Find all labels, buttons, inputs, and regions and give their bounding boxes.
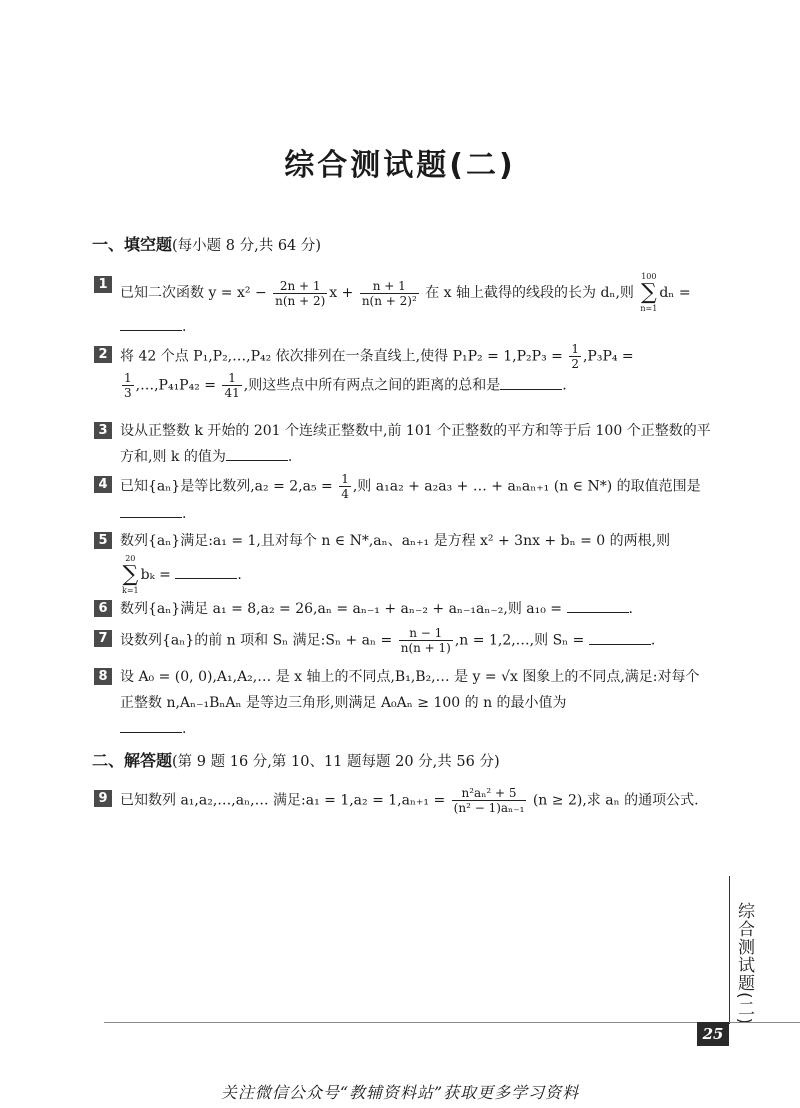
fraction-numerator: 1 xyxy=(571,342,579,356)
problem-text: . xyxy=(562,377,567,394)
answer-blank xyxy=(500,375,562,390)
fraction-denominator: n(n + 2) xyxy=(275,293,326,308)
fraction xyxy=(569,342,581,371)
fraction-denominator: 3 xyxy=(124,386,132,400)
sum-upper: 100 xyxy=(641,272,657,281)
fraction-denominator: (n² − 1)aₙ₋₁ xyxy=(453,801,525,815)
fraction-numerator: 1 xyxy=(124,371,132,385)
problem-text: . xyxy=(182,319,187,335)
problem-number: 2 xyxy=(94,346,112,363)
fraction xyxy=(399,626,453,655)
problem-number: 7 xyxy=(94,630,112,647)
problem-8 xyxy=(94,664,712,742)
problem-text: ,n = 1,2,…,则 Sₙ = xyxy=(454,632,585,649)
problem-7 xyxy=(94,626,712,655)
answer-blank xyxy=(175,564,237,579)
fraction xyxy=(360,279,419,308)
answer-blank xyxy=(120,503,182,518)
fraction-numerator: n + 1 xyxy=(360,279,419,294)
problem-text: . xyxy=(287,449,293,465)
fraction-denominator: 41 xyxy=(224,386,240,400)
answer-blank xyxy=(120,718,182,733)
problem-text: ,则这些点中所有两点之间的距离的总和是 xyxy=(243,377,501,394)
answer-blank xyxy=(120,316,182,331)
fraction xyxy=(273,279,327,308)
fraction xyxy=(222,371,241,400)
problem-number: 9 xyxy=(94,790,112,807)
problem-text: 已知二次函数 y = x² − xyxy=(120,285,272,301)
fraction-numerator: n − 1 xyxy=(399,626,453,641)
fraction-denominator: 2 xyxy=(571,357,579,371)
problem-5 xyxy=(94,528,712,596)
problem-text: 设数列{aₙ}的前 n 项和 Sₙ 满足:Sₙ + aₙ = xyxy=(120,632,397,649)
problem-text: ,P₃P₄ = xyxy=(582,348,634,365)
fraction xyxy=(122,371,134,400)
problem-text: x + xyxy=(329,285,358,301)
problem-text: 数列{aₙ}满足:a₁ = 1,且对每个 n ∈ N*,aₙ、aₙ₊₁ 是方程 x² + 3nx + bₙ = 0 的两根,则 xyxy=(120,533,671,549)
problem-text: ,则 a₁a₂ + a₂a₃ + … + aₙaₙ₊₁ (n ∈ N*) 的取值范围是 xyxy=(352,478,701,495)
problem-6 xyxy=(94,596,712,622)
fraction xyxy=(452,786,527,815)
problem-2 xyxy=(94,342,712,400)
problem-number: 6 xyxy=(94,600,112,617)
section-heading-fill-in xyxy=(92,232,321,255)
sum-lower: n=1 xyxy=(640,304,658,313)
fraction-denominator: n(n + 2)² xyxy=(361,293,417,308)
problem-number: 3 xyxy=(94,422,112,439)
problem-text: ,…,P₄₁P₄₂ = xyxy=(135,377,221,394)
problem-9 xyxy=(94,786,712,815)
fraction xyxy=(339,472,351,501)
problem-text: bₖ = xyxy=(140,567,171,583)
problem-text: 已知数列 a₁,a₂,…,aₙ,… 满足:a₁ = 1,a₂ = 1,aₙ₊₁ = xyxy=(120,792,450,809)
problem-text: . xyxy=(182,506,187,522)
sum-lower: k=1 xyxy=(122,586,139,595)
page-title: 综合测试题(二) xyxy=(284,148,516,183)
summation xyxy=(122,554,139,596)
problem-number: 1 xyxy=(94,276,112,293)
problem-text: 设 A₀ = (0, 0),A₁,A₂,… 是 x 轴上的不同点,B₁,B₂,… 是 y = √x 图象上的不同点,满足:对每个正整数 n,Aₙ₋₁BₙAₙ 是等边三角形,则满足 A₀Aₙ ≥ 100 的 n 的最小值为 xyxy=(120,669,700,711)
problem-text: 将 42 个点 P₁,P₂,…,P₄₂ 依次排列在一条直线上,使得 P₁P₂ = 1,P₂P₃ = xyxy=(120,348,568,365)
problem-text: . xyxy=(650,632,656,649)
section-heading-solution xyxy=(92,748,500,771)
section-title: 一、填空题 xyxy=(92,235,173,254)
problem-text: . xyxy=(628,601,633,617)
fraction-numerator: 2n + 1 xyxy=(273,279,327,294)
answer-blank xyxy=(589,630,651,645)
section-note: (第 9 题 16 分,第 10、11 题每题 20 分,共 56 分) xyxy=(172,754,500,770)
problem-text: (n ≥ 2),求 aₙ 的通项公式. xyxy=(528,792,699,809)
problem-1 xyxy=(94,272,712,340)
problem-3 xyxy=(94,418,712,470)
problem-text: 在 x 轴上截得的线段的长为 dₙ,则 xyxy=(420,285,639,301)
problem-text: 已知{aₙ}是等比数列,a₂ = 2,a₅ = xyxy=(120,478,338,495)
fraction-denominator: 4 xyxy=(341,487,349,501)
problem-text: 设从正整数 k 开始的 201 个连续正整数中,前 101 个正整数的平方和等于后 100 个正整数的平方和,则 k 的值为 xyxy=(120,423,711,465)
sum-sign: ∑ xyxy=(122,562,139,587)
page-number: 25 xyxy=(697,1022,729,1046)
fraction-denominator: n(n + 1) xyxy=(400,641,451,655)
section-title: 二、解答题 xyxy=(92,751,173,770)
section-note: (每小题 8 分,共 64 分) xyxy=(172,238,322,254)
problem-number: 8 xyxy=(94,668,112,685)
sum-upper: 20 xyxy=(125,554,136,563)
summation xyxy=(640,272,657,314)
sum-sign: ∑ xyxy=(641,280,657,305)
fraction-numerator: n²aₙ² + 5 xyxy=(452,786,527,801)
problem-number: 4 xyxy=(94,476,112,493)
fraction-numerator: 1 xyxy=(341,472,349,486)
footer-note: 关注微信公众号“教辅资料站”获取更多学习资料 xyxy=(220,1083,580,1102)
problem-text: dₙ = xyxy=(659,285,691,301)
answer-blank xyxy=(226,446,288,461)
problem-text: . xyxy=(237,567,242,583)
footer-divider xyxy=(104,1022,800,1023)
problem-text: 数列{aₙ}满足 a₁ = 8,a₂ = 26,aₙ = aₙ₋₁ + aₙ₋₂ + aₙ₋₁aₙ₋₂,则 a₁₀ = xyxy=(120,601,563,617)
problem-number: 5 xyxy=(94,532,112,549)
fraction-numerator: 1 xyxy=(222,371,241,386)
problem-text: . xyxy=(182,721,187,737)
side-label: 综合测试题(二) xyxy=(734,902,754,1026)
answer-blank xyxy=(567,598,629,613)
problem-4 xyxy=(94,472,712,527)
